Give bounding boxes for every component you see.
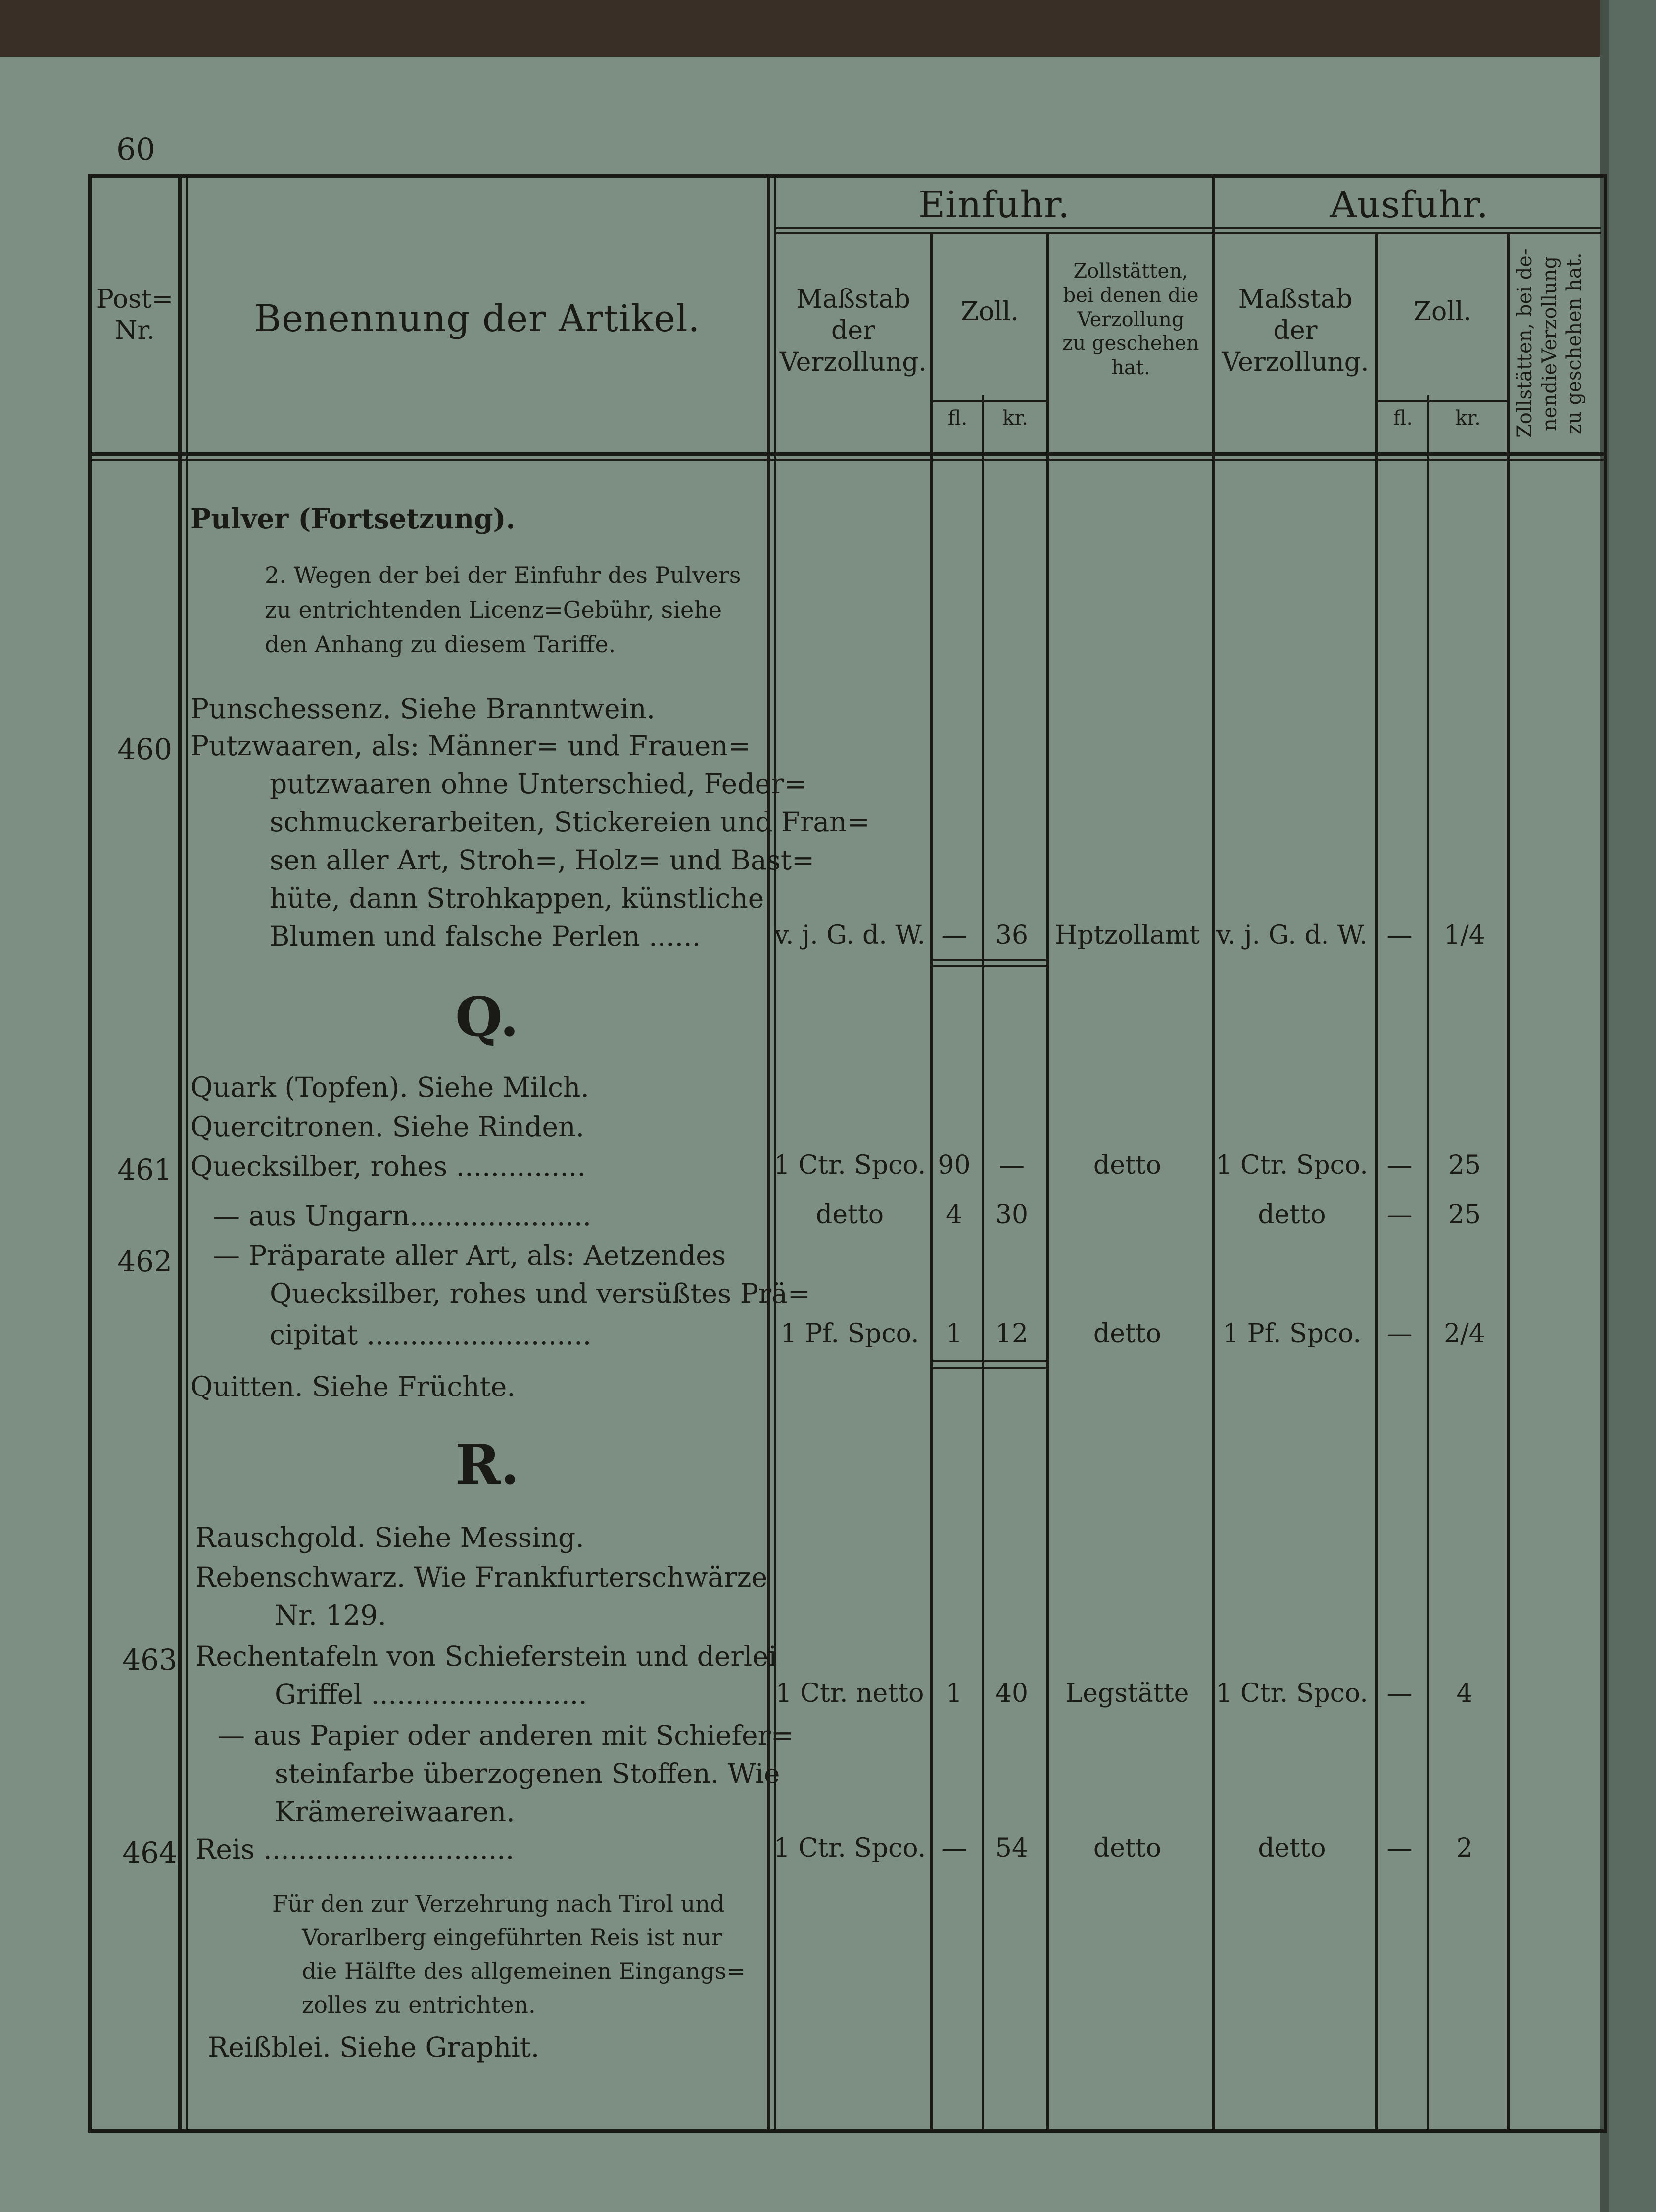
- einfuhr-massstab-header: Maßstab der Verzollung.: [779, 285, 927, 377]
- ausfuhr-fl-header: fl.: [1393, 407, 1413, 430]
- entry-line: — aus Ungarn.....................: [213, 1200, 592, 1232]
- einfuhr-zollstaette: detto: [1093, 1833, 1162, 1863]
- ausfuhr-header: Ausfuhr.: [1330, 184, 1489, 226]
- section-letter-r: R.: [455, 1433, 520, 1496]
- einfuhr-header: Einfuhr.: [918, 184, 1070, 226]
- einfuhr-kr: 12: [995, 1319, 1029, 1348]
- ausfuhr-fl: —: [1386, 920, 1413, 950]
- einfuhr-kr: 40: [995, 1679, 1029, 1708]
- entry-quark: Quark (Topfen). Siehe Milch.: [190, 1071, 589, 1103]
- ausfuhr-kr: 2/4: [1444, 1319, 1485, 1348]
- ausfuhr-fl: —: [1386, 1151, 1413, 1180]
- entry-line: Quecksilber, rohes und versüßtes Prä=: [270, 1278, 811, 1309]
- note-line: zolles zu entrichten.: [302, 1991, 536, 2018]
- ausfuhr-massstab: 1 Ctr. Spco.: [1216, 1679, 1368, 1708]
- ausfuhr-fl: —: [1386, 1319, 1413, 1348]
- entry-line: cipitat ..........................: [270, 1319, 592, 1350]
- einfuhr-fl-header: fl.: [947, 407, 968, 430]
- einfuhr-fl: —: [941, 1833, 967, 1863]
- entry-line: Griffel .........................: [275, 1679, 587, 1710]
- section-letter-q: Q.: [455, 985, 519, 1049]
- entry-line: Blumen und falsche Perlen ......: [270, 920, 701, 952]
- ausfuhr-zollstaetten-header: Zollstätten, bei de- nendieVerzollung zu geschehen hat.: [1514, 248, 1586, 438]
- scan-top-border: [0, 0, 1656, 57]
- note-line: die Hälfte des allgemeinen Eingangs=: [302, 1958, 746, 1984]
- einfuhr-fl: 90: [938, 1151, 971, 1180]
- entry-rauschgold: Rauschgold. Siehe Messing.: [195, 1522, 584, 1553]
- note-line: den Anhang zu diesem Tariffe.: [265, 631, 616, 658]
- entry-reissblei: Reißblei. Siehe Graphit.: [208, 2031, 540, 2063]
- entry-line: schmuckerarbeiten, Stickereien und Fran=: [270, 806, 870, 838]
- entry-pulver: Pulver (Fortsetzung).: [190, 502, 516, 534]
- entry-line: Nr. 129.: [275, 1599, 386, 1631]
- einfuhr-fl: 1: [946, 1319, 963, 1348]
- entry-line: putzwaaren ohne Unterschied, Feder=: [270, 768, 807, 800]
- ausfuhr-kr: 25: [1448, 1151, 1481, 1180]
- entry-quecksilber: Quecksilber, rohes ...............: [190, 1151, 586, 1182]
- einfuhr-massstab: v. j. G. d. W.: [774, 920, 926, 950]
- benennung-header: Benennung der Artikel.: [254, 297, 701, 340]
- post-number: 462: [117, 1245, 172, 1278]
- entry-line: Krämereiwaaren.: [275, 1796, 515, 1827]
- note-line: 2. Wegen der bei der Einfuhr des Pulvers: [265, 562, 741, 588]
- scan-right-border: [1609, 0, 1656, 2212]
- entry-quitten: Quitten. Siehe Früchte.: [190, 1371, 516, 1402]
- einfuhr-kr-header: kr.: [1002, 407, 1028, 430]
- einfuhr-kr: —: [999, 1151, 1025, 1180]
- post-number: 464: [122, 1836, 177, 1870]
- ausfuhr-fl: —: [1386, 1833, 1413, 1863]
- ausfuhr-kr: 2: [1456, 1833, 1473, 1863]
- entry-line: steinfarbe überzogenen Stoffen. Wie: [275, 1758, 780, 1789]
- ausfuhr-fl: —: [1386, 1679, 1413, 1708]
- einfuhr-zollstaette: detto: [1093, 1151, 1162, 1180]
- entry-rebenschwarz: Rebenschwarz. Wie Frankfurterschwärze: [195, 1561, 768, 1593]
- entry-line: — Präparate aller Art, als: Aetzendes: [213, 1240, 726, 1271]
- einfuhr-zoll-header: Zoll.: [960, 297, 1019, 327]
- post-number: 461: [117, 1153, 172, 1187]
- ausfuhr-fl: —: [1386, 1200, 1413, 1230]
- post-number: 463: [122, 1643, 177, 1677]
- note-line: Vorarlberg eingeführten Reis ist nur: [302, 1924, 722, 1951]
- einfuhr-fl: —: [941, 920, 967, 950]
- entry-line: — aus Papier oder anderen mit Schiefer=: [218, 1720, 794, 1751]
- einfuhr-zollstaette: Legstätte: [1065, 1679, 1189, 1708]
- einfuhr-massstab: 1 Ctr. Spco.: [773, 1833, 926, 1863]
- ausfuhr-kr-header: kr.: [1455, 407, 1481, 430]
- ausfuhr-kr: 1/4: [1444, 920, 1485, 950]
- page-number: 60: [116, 131, 155, 167]
- ausfuhr-massstab: 1 Ctr. Spco.: [1216, 1151, 1368, 1180]
- ausfuhr-massstab: detto: [1258, 1200, 1326, 1230]
- einfuhr-massstab: 1 Pf. Spco.: [780, 1319, 919, 1348]
- entry-line: hüte, dann Strohkappen, künstliche: [270, 882, 764, 914]
- entry-reis: Reis .............................: [195, 1833, 515, 1865]
- einfuhr-kr: 54: [995, 1833, 1029, 1863]
- einfuhr-massstab: 1 Ctr. netto: [775, 1679, 924, 1708]
- entry-quercitronen: Quercitronen. Siehe Rinden.: [190, 1111, 584, 1143]
- ausfuhr-massstab: 1 Pf. Spco.: [1222, 1319, 1361, 1348]
- einfuhr-zollstaette: detto: [1093, 1319, 1162, 1348]
- ausfuhr-massstab: v. j. G. d. W.: [1216, 920, 1368, 950]
- einfuhr-massstab: 1 Ctr. Spco.: [773, 1151, 926, 1180]
- einfuhr-zollstaetten-header: Zollstätten, bei denen die Verzollung zu geschehen hat.: [1062, 260, 1199, 380]
- post-number: 460: [117, 732, 172, 766]
- einfuhr-fl: 1: [946, 1679, 963, 1708]
- ausfuhr-massstab-header: Maßstab der Verzollung.: [1222, 285, 1369, 377]
- note-line: Für den zur Verzehrung nach Tirol und: [272, 1890, 725, 1917]
- entry-putzwaaren: Putzwaaren, als: Männer= und Frauen=: [190, 730, 751, 762]
- einfuhr-kr: 36: [995, 920, 1029, 950]
- ausfuhr-kr: 4: [1456, 1679, 1473, 1708]
- entry-rechentafeln: Rechentafeln von Schieferstein und derlei: [195, 1640, 777, 1672]
- note-line: zu entrichtenden Licenz=Gebühr, siehe: [265, 596, 722, 623]
- einfuhr-fl: 4: [946, 1200, 963, 1230]
- ausfuhr-massstab: detto: [1258, 1833, 1326, 1863]
- entry-punschessenz: Punschessenz. Siehe Branntwein.: [190, 693, 656, 724]
- post-nr-header: Post= Nr.: [96, 285, 174, 346]
- ausfuhr-zoll-header: Zoll.: [1413, 297, 1472, 327]
- einfuhr-massstab: detto: [815, 1200, 884, 1230]
- einfuhr-kr: 30: [995, 1200, 1029, 1230]
- einfuhr-zollstaette: Hptzollamt: [1055, 920, 1200, 950]
- entry-line: sen aller Art, Stroh=, Holz= und Bast=: [270, 844, 815, 876]
- ausfuhr-kr: 25: [1448, 1200, 1481, 1230]
